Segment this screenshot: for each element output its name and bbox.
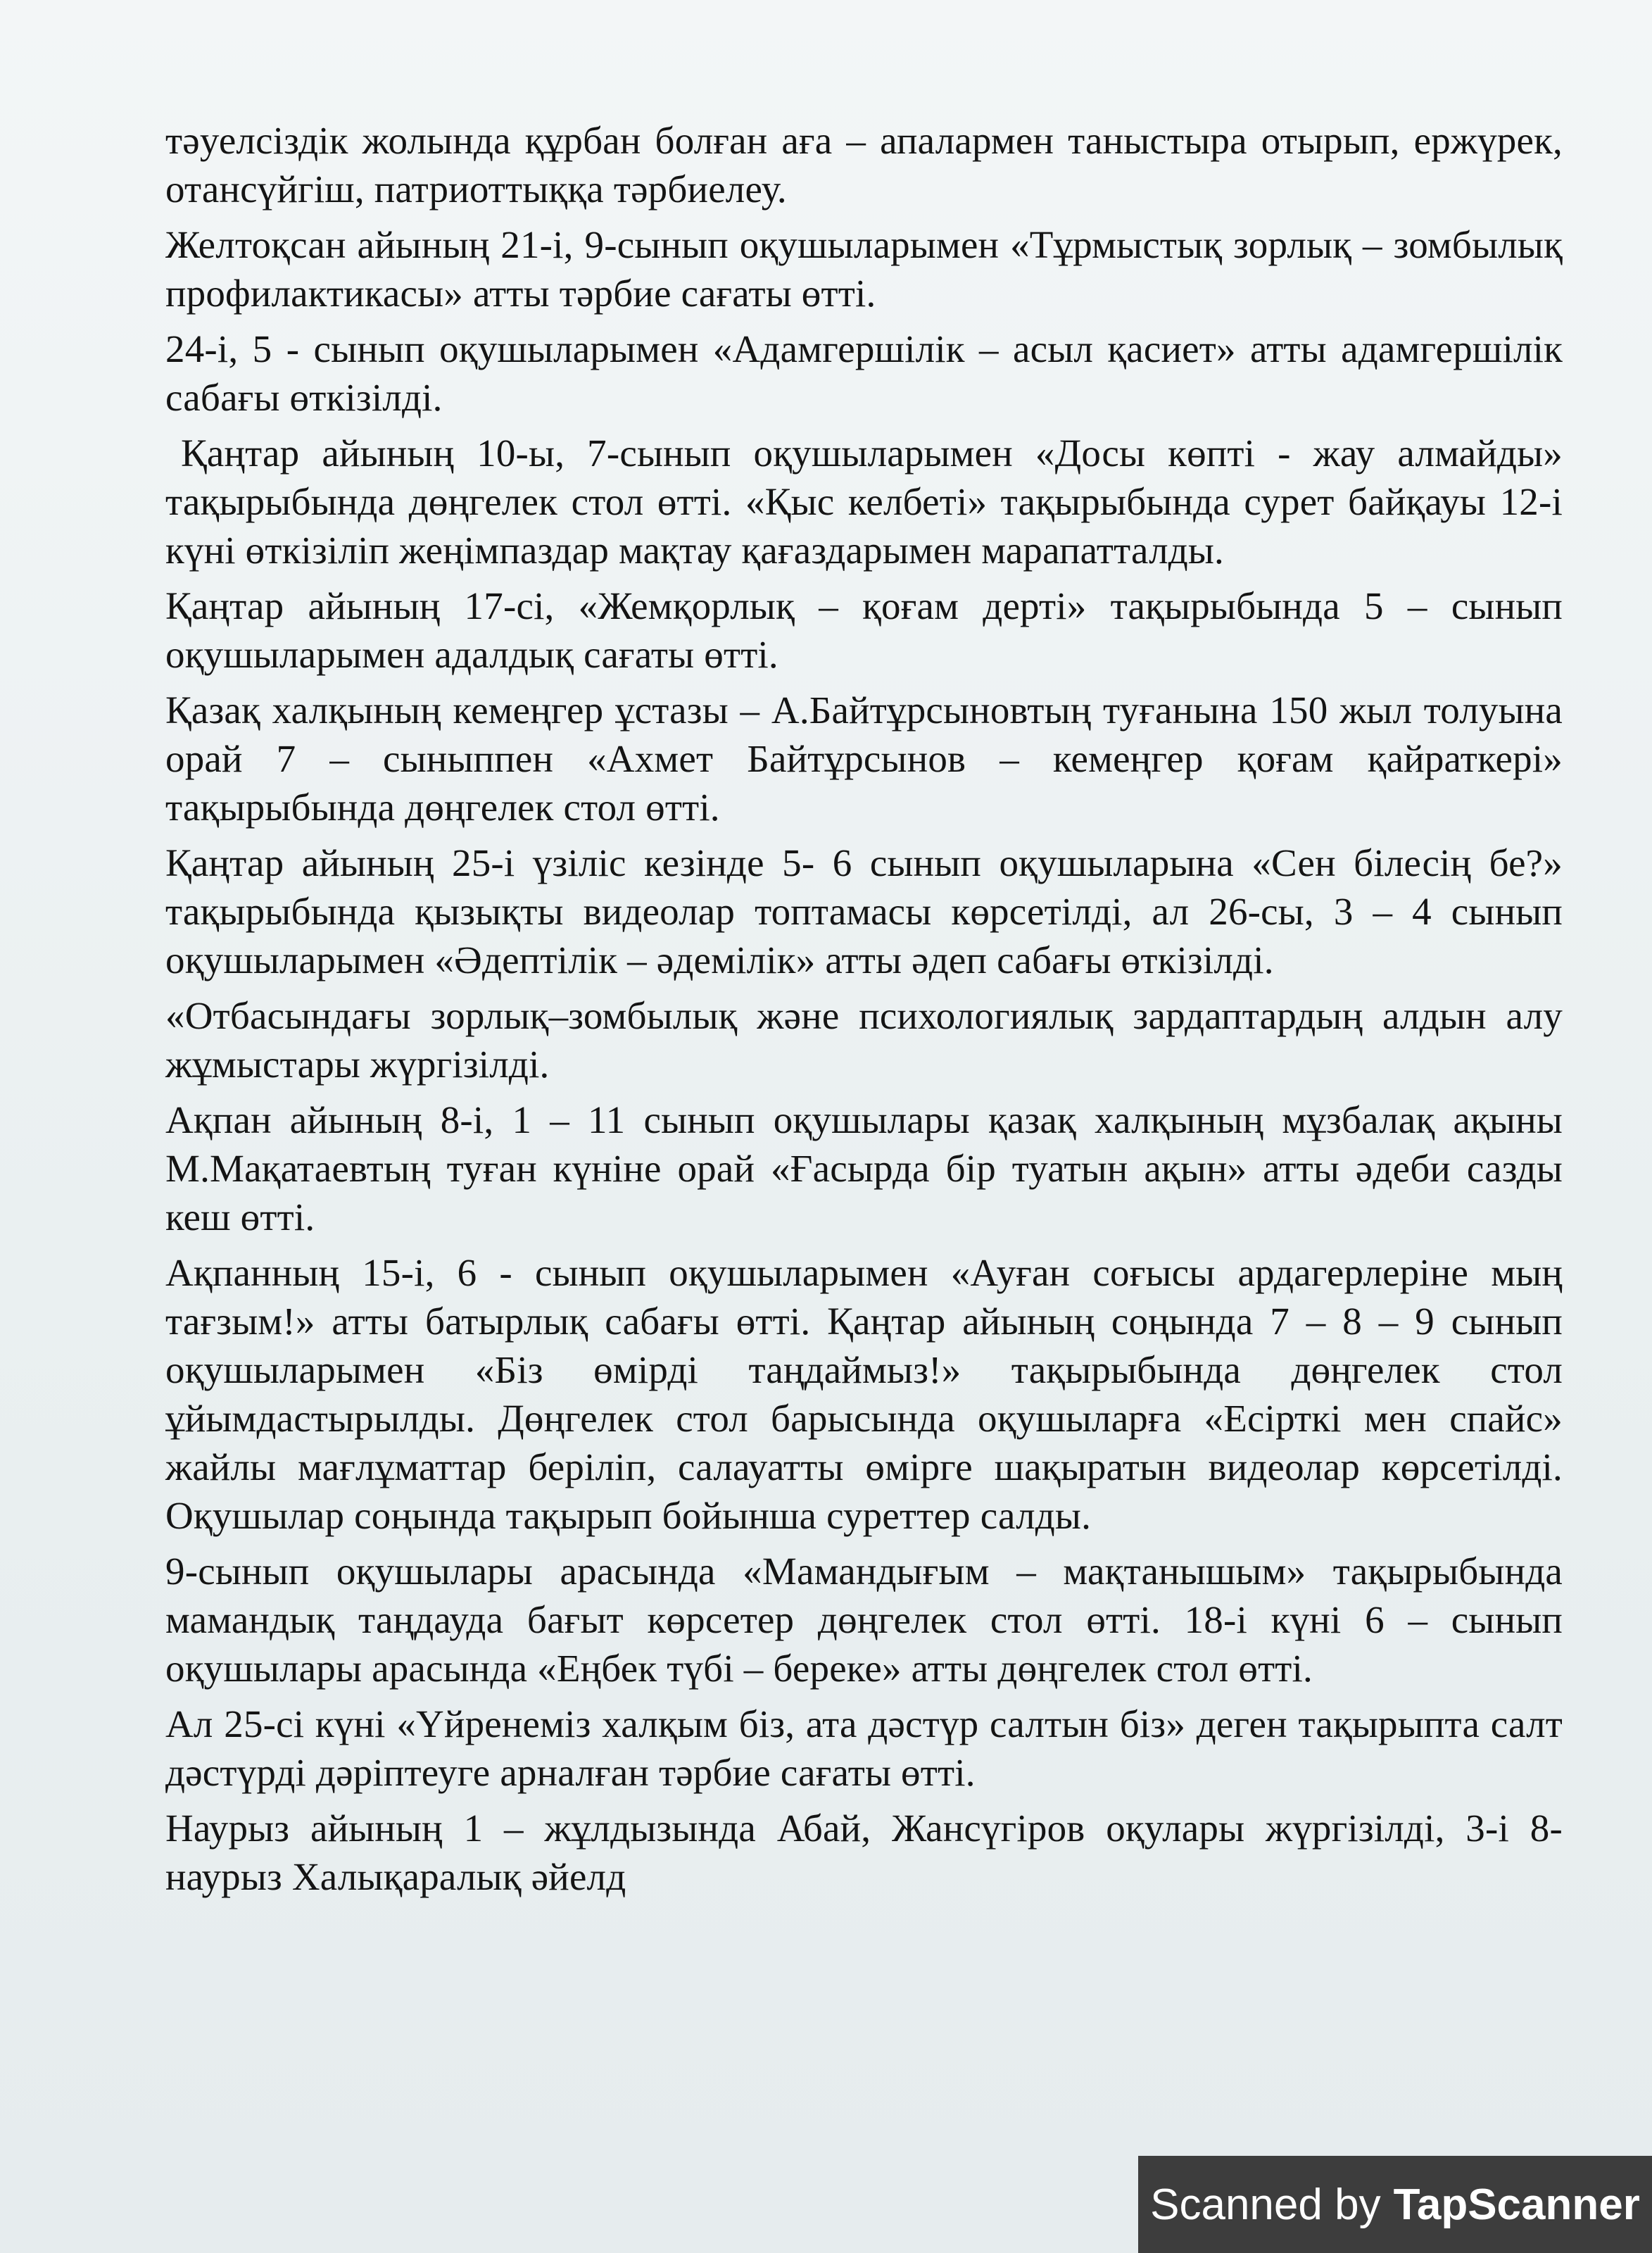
scanner-watermark (1138, 2156, 1652, 2253)
paragraph-1: тәуелсіздік жолында құрбан болған аға – апалармен таныстыра отырып, ержүрек, отансүйгіш, патриоттыққа тәрбиелеу. (165, 119, 1563, 211)
watermark-brand: TapScanner (1393, 2180, 1640, 2229)
paragraph-5: Қаңтар айының 17-сі, «Жемқорлық – қоғам дерті» тақырыбында 5 – сынып оқушыларымен адалдық сағаты өтті. (165, 584, 1563, 676)
paragraph-11: 9-сынып оқушылары арасында «Мамандығым – мақтанышым» тақырыбында мамандық таңдауда бағыт көрсетер дөңгелек стол өтті. 18-і күні 6 – сынып оқушылары арасында «Еңбек түбі – береке» атты дөңгелек стол өтті. (165, 1550, 1563, 1690)
paragraph-12: Ал 25-сі күні «Үйренеміз халқым біз, ата дәстүр салтын біз» деген тақырыпта салт дәстүрді дәріптеуге арналған тәрбие сағаты өтті. (165, 1702, 1563, 1794)
paragraph-3: 24-і, 5 - сынып оқушыларымен «Адамгершілік – асыл қасиет» атты адамгершілік сабағы өткізілді. (165, 327, 1563, 419)
paragraph-7: Қаңтар айының 25-і үзіліс кезінде 5- 6 сынып оқушыларына «Сен білесің бе?» тақырыбында қызықты видеолар топтамасы көрсетілді, ал 26-сы, 3 – 4 сынып оқушыларымен «Әдептілік – әдемілік» атты әдеп сабағы өткізілді. (165, 841, 1563, 981)
paragraph-2: Желтоқсан айының 21-і, 9-сынып оқушыларымен «Тұрмыстық зорлық – зомбылық профилактикасы» атты тәрбие сағаты өтті. (165, 223, 1563, 315)
document-body (165, 116, 1563, 1908)
paragraph-8: «Отбасындағы зорлық–зомбылық және психологиялық зардаптардың алдын алу жұмыстары жүргізілді. (165, 994, 1563, 1086)
paragraph-6: Қазақ халқының кемеңгер ұстазы – А.Байтұрсыновтың туғанына 150 жыл толуына орай 7 – сыныппен «Ахмет Байтұрсынов – кемеңгер қоғам қайраткері» тақырыбында дөңгелек стол өтті. (165, 689, 1563, 829)
paragraph-13: Наурыз айының 1 – жұлдызында Абай, Жансүгіров оқулары жүргізілді, 3-і 8- наурыз Халықаралық әйелд (165, 1807, 1563, 1898)
paragraph-9: Ақпан айының 8-і, 1 – 11 сынып оқушылары қазақ халқының мұзбалақ ақыны М.Мақатаевтың туған күніне орай «Ғасырда бір туатын ақын» атты әдеби сазды кеш өтті. (165, 1098, 1563, 1238)
paragraph-10: Ақпанның 15-і, 6 - сынып оқушыларымен «Ауған соғысы ардагерлеріне мың тағзым!» атты батырлық сабағы өтті. Қаңтар айының соңында 7 – 8 – 9 сынып оқушыларымен «Біз өмірді таңдаймыз!» тақырыбында дөңгелек стол ұйымдастырылды. Дөңгелек стол барысында оқушыларға «Есірткі мен спайс» жайлы мағлұматтар беріліп, салауатты өмірге шақыратын видеолар көрсетілді. Оқушылар соңында тақырып бойынша суреттер салды. (165, 1251, 1563, 1537)
paragraph-4: Қаңтар айының 10-ы, 7-сынып оқушыларымен «Досы көпті - жау алмайды» тақырыбында дөңгелек стол өтті. «Қыс келбеті» тақырыбында сурет байқауы 12-і күні өткізіліп жеңімпаздар мақтау қағаздарымен марапатталды. (165, 432, 1563, 572)
watermark-prefix: Scanned by (1150, 2180, 1381, 2229)
